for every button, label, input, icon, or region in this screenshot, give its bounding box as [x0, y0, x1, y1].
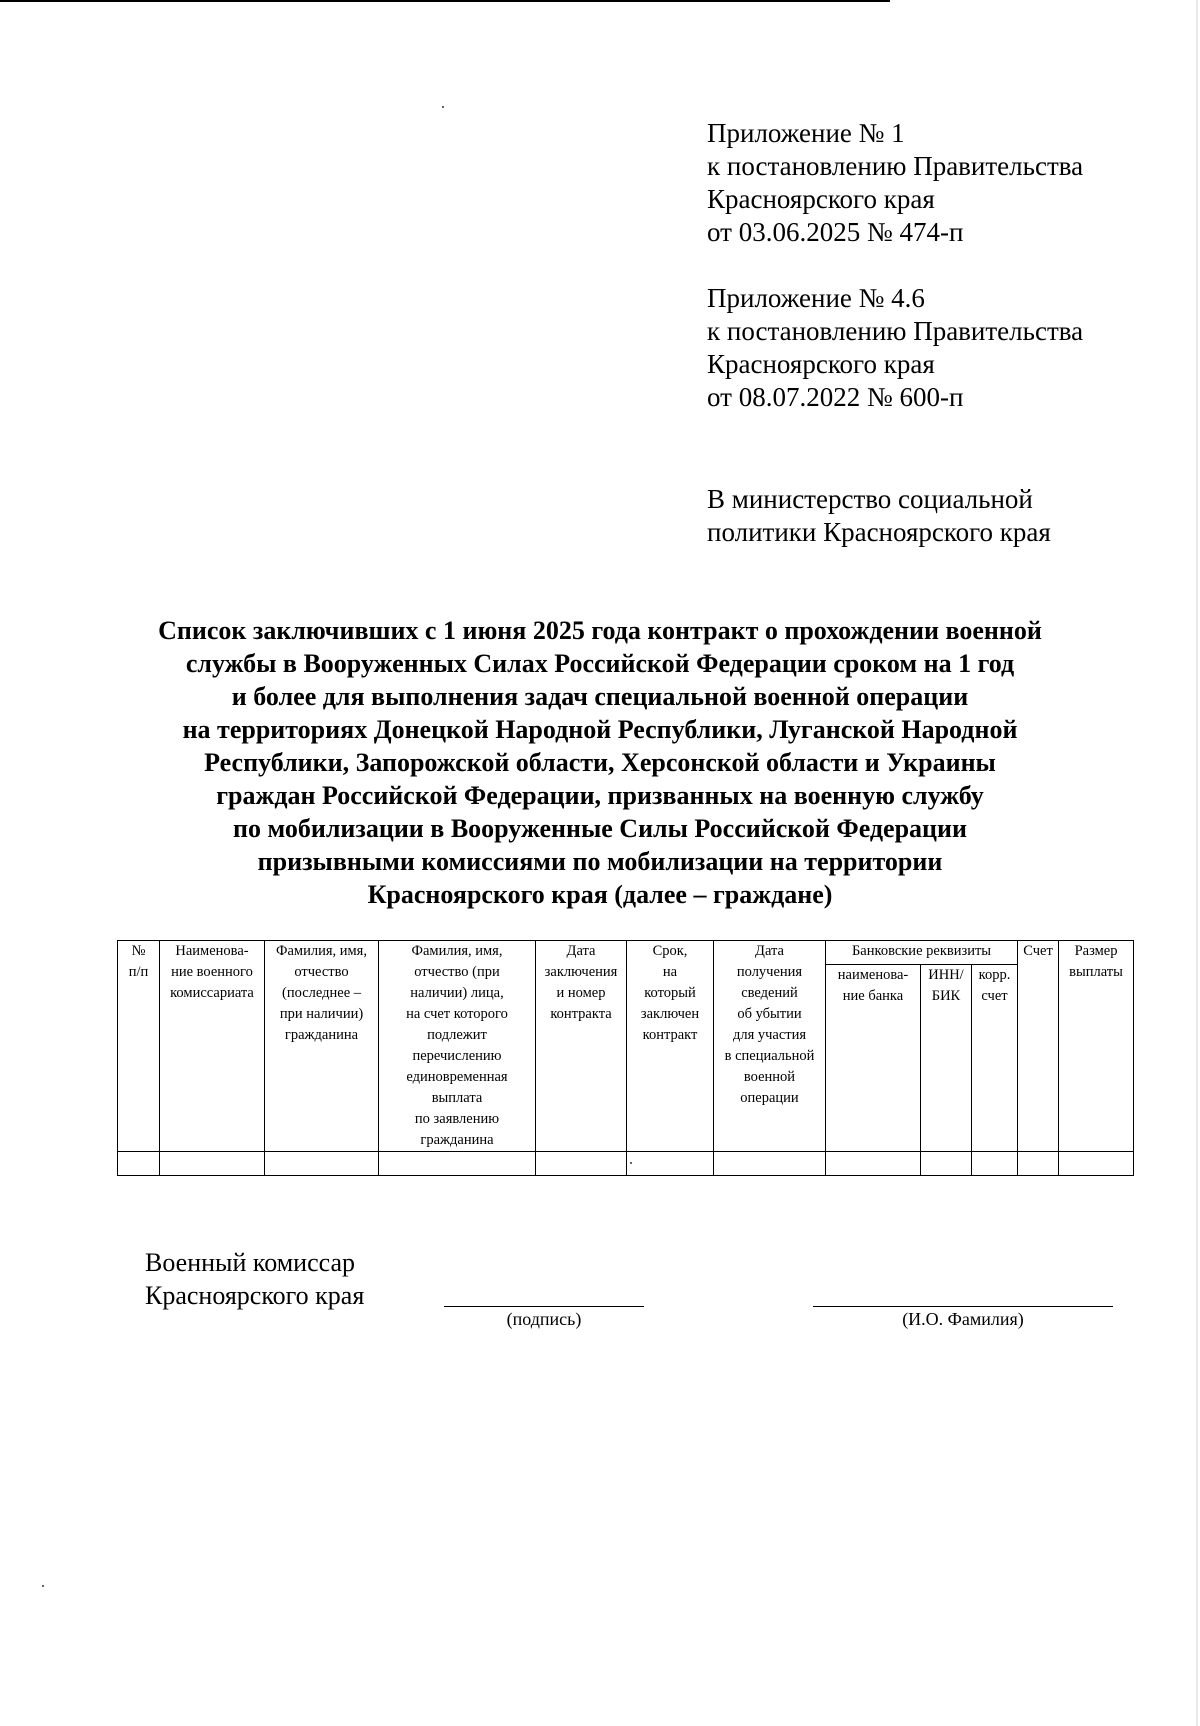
signature-line [444, 1306, 644, 1307]
header-bank-name: наименова- ние банка [826, 965, 921, 1152]
title-line: по мобилизации в Вооруженные Силы Российской Федерации [233, 814, 967, 843]
appendix-line: от 03.06.2025 № 474-п [707, 217, 964, 247]
title-line: Красноярского края (далее – граждане) [367, 880, 833, 909]
appendix-line: Приложение № 1 [707, 118, 905, 148]
appendix-line: от 08.07.2022 № 600-п [707, 382, 964, 412]
recipients-table [117, 940, 1134, 1176]
appendix-line: к постановлению Правительства [707, 316, 1084, 346]
header-bank-details: Банковские реквизиты [826, 941, 1018, 965]
header-payment-amount: Размер выплаты [1059, 941, 1134, 1152]
appendix-line: к постановлению Правительства [707, 151, 1084, 181]
title-line: Республики, Запорожской области, Херсонской области и Украины [204, 748, 996, 777]
header-account: Счет [1018, 941, 1059, 1152]
appendix-2-header [707, 282, 1083, 414]
title-line: Список заключивших с 1 июня 2025 года контракт о прохождении военной [158, 616, 1042, 645]
header-departure-date: Дата получения сведений об убытии для участия в специальной военной операции [714, 941, 826, 1152]
title-line: граждан Российской Федерации, призванных на военную службу [216, 781, 984, 810]
header-corr-account: корр. счет [972, 965, 1018, 1152]
table-cell [714, 1152, 826, 1176]
header-payee-name: Фамилия, имя, отчество (при наличии) лица, на счет которого подлежит перечислению единовременная выплата по заявлению гражданина [379, 941, 536, 1152]
table-cell [1018, 1152, 1059, 1176]
name-caption: (И.О. Фамилия) [902, 1309, 1024, 1329]
header-row-number: № п/п [118, 941, 160, 1152]
appendix-1-header [707, 117, 1083, 249]
addressee-block [707, 483, 1051, 549]
table-cell [160, 1152, 265, 1176]
scan-border-right [1196, 0, 1198, 1726]
signatory-title [145, 1246, 364, 1312]
signatory-line: Военный комиссар [145, 1248, 356, 1277]
scan-speck [442, 106, 444, 108]
table-cell [826, 1152, 921, 1176]
signature-caption: (подпись) [506, 1309, 582, 1329]
title-line: и более для выполнения задач специальной военной операции [231, 682, 969, 711]
header-citizen-name: Фамилия, имя, отчество (последнее – при наличии) гражданина [265, 941, 379, 1152]
addressee-line: В министерство социальной [707, 484, 1033, 514]
scan-speck [42, 1585, 44, 1587]
appendix-line: Красноярского края [707, 349, 935, 379]
signatory-line: Красноярского края [145, 1281, 365, 1310]
table-cell [265, 1152, 379, 1176]
table-row [118, 1152, 1134, 1176]
appendix-line: Красноярского края [707, 184, 935, 214]
table-cell [1059, 1152, 1134, 1176]
header-contract-date: Дата заключения и номер контракта [536, 941, 627, 1152]
table-cell [536, 1152, 627, 1176]
name-line [813, 1306, 1113, 1307]
table-cell [627, 1152, 714, 1176]
addressee-line: политики Красноярского края [707, 517, 1051, 547]
scan-border-top [0, 0, 890, 2]
table-cell [972, 1152, 1018, 1176]
document-title [110, 614, 1090, 911]
header-commissariat: Наименова- ние военного комиссариата [160, 941, 265, 1152]
title-line: на территориях Донецкой Народной Республики, Луганской Народной [182, 715, 1018, 744]
table-cell [379, 1152, 536, 1176]
header-inn-bik: ИНН/ БИК [921, 965, 972, 1152]
table-cell [118, 1152, 160, 1176]
title-line: службы в Вооруженных Силах Российской Федерации сроком на 1 год [185, 649, 1015, 678]
appendix-line: Приложение № 4.6 [707, 283, 925, 313]
title-line: призывными комиссиями по мобилизации на территории [257, 847, 943, 876]
header-contract-term: Срок, на который заключен контракт [627, 941, 714, 1152]
table-cell [921, 1152, 972, 1176]
